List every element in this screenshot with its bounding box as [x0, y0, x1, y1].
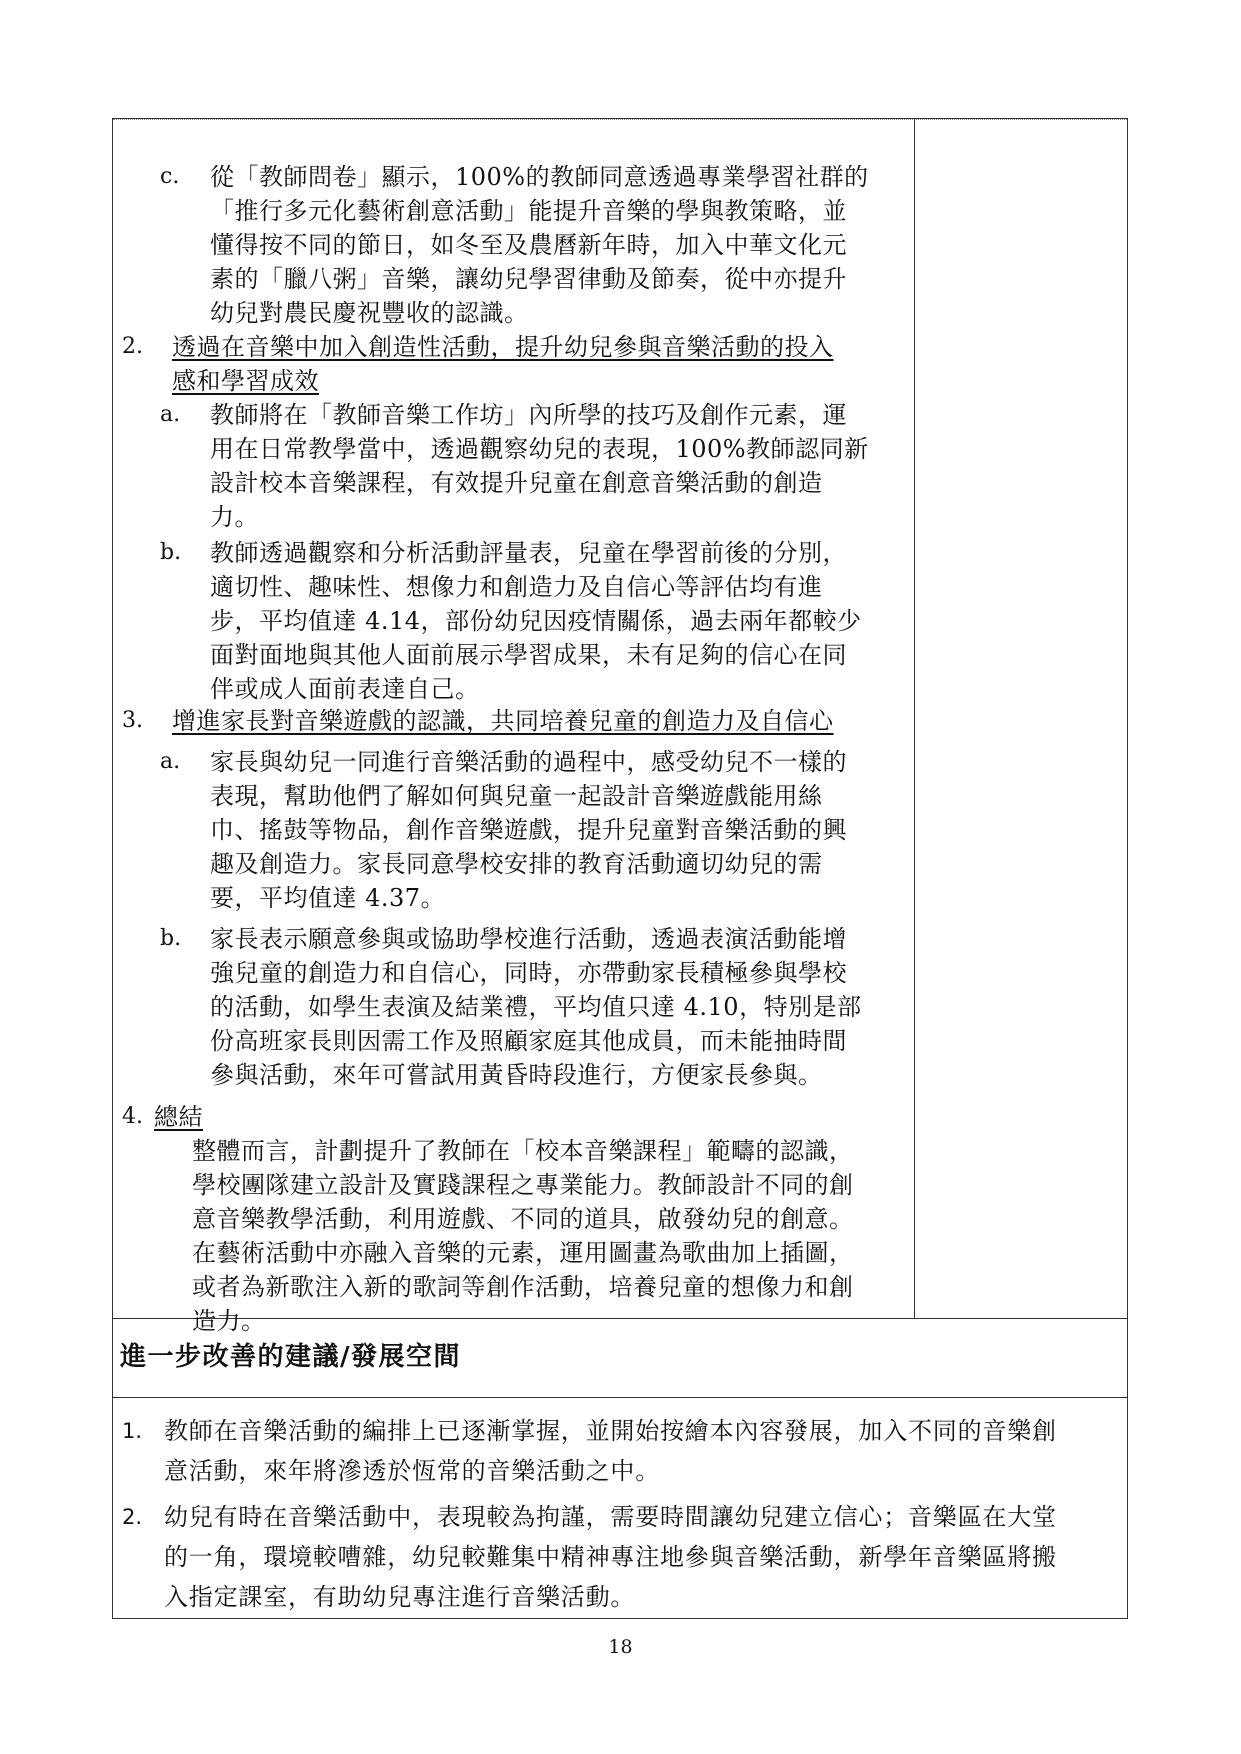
item-marker: a. — [160, 749, 181, 774]
suggestions-heading: 進一步改善的建議/發展空間 — [120, 1342, 461, 1372]
text-line: 表現，幫助他們了解如何與兒童一起設計音樂遊戲能用絲 — [210, 782, 823, 810]
column-divider — [914, 119, 915, 1318]
text-line: 趣及創造力。家長同意學校安排的教育活動適切幼兒的需 — [210, 850, 823, 878]
text-line: 學校團隊建立設計及實踐課程之專業能力。教師設計不同的創 — [192, 1171, 854, 1199]
text-line: 意音樂教學活動，利用遊戲、不同的道具，啟發幼兒的創意。 — [192, 1205, 854, 1233]
text-line: 幼兒對農民慶祝豐收的認識。 — [210, 299, 529, 327]
text-line: 強兒童的創造力和自信心，同時，亦帶動家長積極參與學校 — [210, 959, 847, 987]
section-marker: 3. — [122, 708, 143, 733]
heading-bottom-rule — [113, 1397, 1127, 1398]
text-line: 家長表示願意參與或協助學校進行活動，透過表演活動能增 — [210, 925, 847, 953]
list-item-line: 的一角，環境較嘈雜，幼兒較難集中精神專注地參與音樂活動，新學年音樂區將搬 — [164, 1543, 1057, 1571]
list-marker: 2. — [122, 1505, 143, 1529]
text-line: 「推行多元化藝術創意活動」能提升音樂的學與教策略，並 — [210, 197, 847, 225]
text-line: 在藝術活動中亦融入音樂的元素，運用圖畫為歌曲加上插圖， — [192, 1239, 854, 1267]
list-item-line: 教師在音樂活動的編排上已逐漸掌握，並開始按繪本內容發展，加入不同的音樂創 — [164, 1417, 1057, 1445]
text-line: 懂得按不同的節日，如冬至及農曆新年時，加入中華文化元 — [210, 231, 847, 259]
section-title: 總結 — [154, 1103, 203, 1131]
text-line: 份高班家長則因需工作及照顧家庭其他成員，而未能抽時間 — [210, 1027, 847, 1055]
section-title: 感和學習成效 — [172, 367, 319, 395]
list-item-line: 入指定課室，有助幼兒專注進行音樂活動。 — [164, 1583, 636, 1611]
text-line: 的活動，如學生表演及結業禮，平均值只達 4.10，特別是部 — [210, 993, 862, 1021]
list-item-line: 意活動，來年將滲透於恆常的音樂活動之中。 — [164, 1457, 660, 1485]
page-number: 18 — [608, 1636, 633, 1658]
text-line: 參與活動，來年可嘗試用黃昏時段進行，方便家長參與。 — [210, 1061, 823, 1089]
text-line: 力。 — [210, 503, 259, 531]
text-line: 造力。 — [192, 1307, 266, 1335]
item-marker: c. — [160, 164, 180, 189]
top-dotted-rule — [113, 119, 1127, 120]
text-line: 整體而言，計劃提升了教師在「校本音樂課程」範疇的認識， — [192, 1137, 854, 1165]
text-line: 設計校本音樂課程，有效提升兒童在創意音樂活動的創造 — [210, 469, 823, 497]
item-marker: a. — [160, 402, 181, 427]
list-item-line: 幼兒有時在音樂活動中，表現較為拘謹，需要時間讓幼兒建立信心；音樂區在大堂 — [164, 1503, 1057, 1531]
text-line: 用在日常教學當中，透過觀察幼兒的表現，100%教師認同新 — [210, 435, 869, 463]
text-line: 教師將在「教師音樂工作坊」內所學的技巧及創作元素，運 — [210, 401, 847, 429]
text-line: 巾、搖鼓等物品，創作音樂遊戲，提升兒童對音樂活動的興 — [210, 816, 847, 844]
text-line: 面對面地與其他人面前展示學習成果，未有足夠的信心在同 — [210, 641, 847, 669]
section-marker: 4. — [122, 1104, 143, 1129]
section-title: 透過在音樂中加入創造性活動，提升幼兒參與音樂活動的投入 — [172, 333, 834, 361]
text-line: 步，平均值達 4.14，部份幼兒因疫情關係，過去兩年都較少 — [210, 607, 862, 635]
text-line: 素的「臘八粥」音樂，讓幼兒學習律動及節奏，從中亦提升 — [210, 265, 847, 293]
text-line: 適切性、趣味性、想像力和創造力及自信心等評估均有進 — [210, 573, 823, 601]
section-marker: 2. — [122, 334, 143, 359]
text-line: 伴或成人面前表達自己。 — [210, 675, 480, 703]
section-title: 增進家長對音樂遊戲的認識，共同培養兒童的創造力及自信心 — [172, 707, 834, 735]
list-marker: 1. — [122, 1419, 143, 1443]
text-line: 家長與幼兒一同進行音樂活動的過程中，感受幼兒不一樣的 — [210, 748, 847, 776]
text-line: 要，平均值達 4.37。 — [210, 884, 446, 912]
text-line: 從「教師問卷」顯示，100%的教師同意透過專業學習社群的 — [210, 163, 869, 191]
item-marker: b. — [160, 926, 182, 951]
text-line: 教師透過觀察和分析活動評量表，兒童在學習前後的分別， — [210, 539, 847, 567]
text-line: 或者為新歌注入新的歌詞等創作活動，培養兒童的想像力和創 — [192, 1273, 854, 1301]
item-marker: b. — [160, 540, 182, 565]
